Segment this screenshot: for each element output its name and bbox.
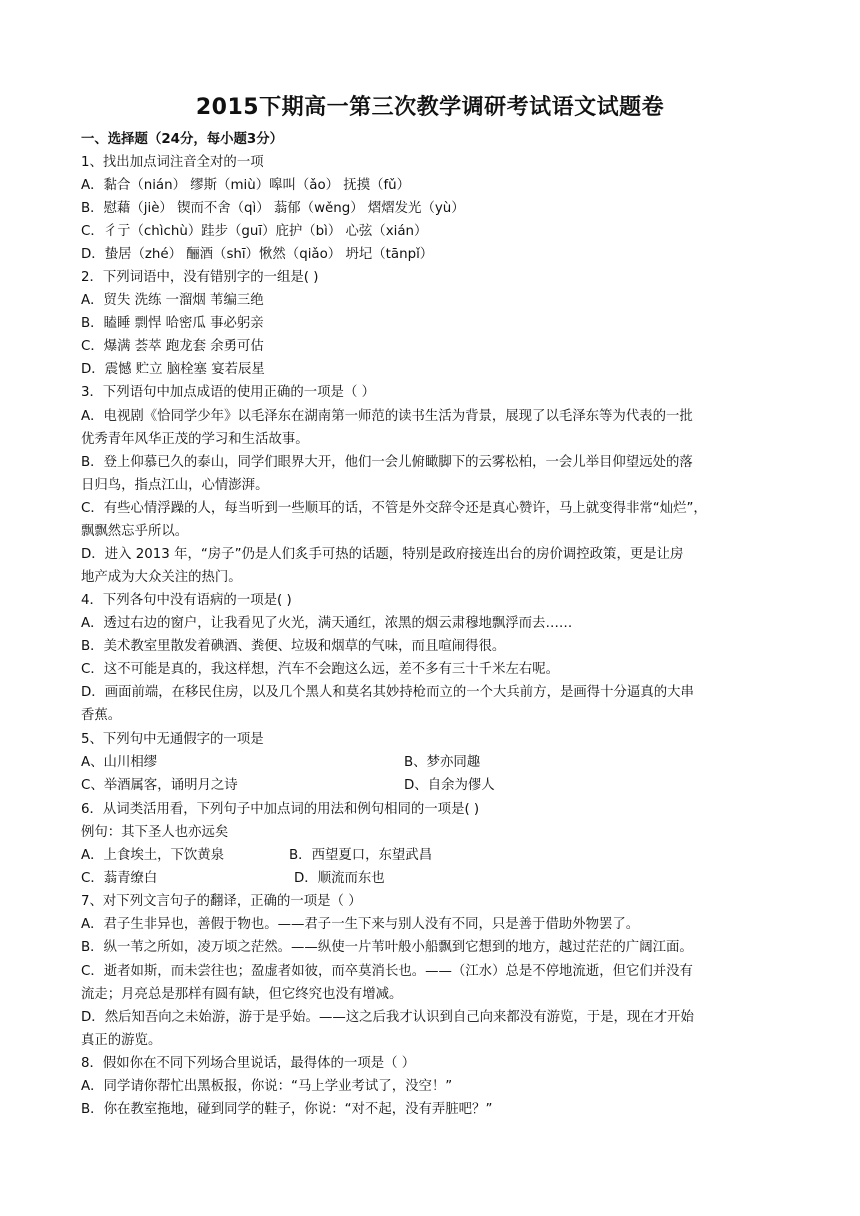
question-3-option-a-cont: 优秀青年风华正茂的学习和生活故事。 [81,432,309,447]
question-3-option-b-cont: 日归鸟，指点江山，心情澎湃。 [81,478,269,493]
question-2-option-c: C．爆满 荟萃 跑龙套 余勇可估 [81,339,264,354]
question-3-option-a: A．电视剧《恰同学少年》以毛泽东在湖南第一师范的读书生活为背景，展现了以毛泽东等为代表的一批 [81,409,693,424]
question-8-stem: 8．假如你在不同下列场合里说话，最得体的一项是（ ） [81,1056,416,1071]
question-4-stem: 4．下列各句中没有语病的一项是( ) [81,593,292,608]
question-7-option-b: B．纵一苇之所如，凌万顷之茫然。——纵使一片苇叶般小船飘到它想到的地方，越过茫茫的广阔江面。 [81,940,693,955]
question-7-stem: 7、对下列文言句子的翻译，正确的一项是（ ） [81,894,362,909]
question-4-option-d: D．画面前端，在移民住房，以及几个黑人和莫名其妙持枪而立的一个大兵前方，是画得十分逼真的大串 [81,685,694,700]
question-2-option-b: B．瞌睡 剽悍 哈密瓜 事必躬亲 [81,316,264,331]
question-3-option-c: C．有些心情浮躁的人，每当听到一些顺耳的话，不管是外交辞令还是真心赞许，马上就变得非常“灿烂”， [81,501,707,516]
question-2-stem: 2．下列词语中，没有错别字的一组是( ) [81,270,319,285]
question-3-option-d-cont: 地产成为大众关注的热门。 [81,570,242,585]
question-6-option-c: C．蓊青缭白 [81,871,158,886]
question-6-option-a: A．上食埃土，下饮黄泉 [81,848,225,863]
question-1-option-b: B．慰藉（jiè） 锲而不舍（qì） 蓊郁（wěng） 熠熠发光（yù） [81,201,465,216]
question-4-option-b: B．美术教室里散发着碘酒、粪便、垃圾和烟草的气味，而且喧闹得很。 [81,639,506,654]
question-1-option-d: D．蛰居（zhé） 酾酒（shī）愀然（qiǎo） 坍圮（tānpǐ） [81,247,434,262]
question-6-option-d: D．顺流而东也 [294,871,385,886]
question-5-option-a: A、山川相缪 [81,755,158,770]
question-6-row-1 [81,844,781,867]
question-7-option-d-cont: 真正的游览。 [81,1033,162,1048]
question-5-row-1 [81,751,781,774]
question-1-option-a: A．黏合（nián） 缪斯（miù）嗥叫（ǎo） 抚摸（fǔ） [81,178,411,193]
question-6-stem: 6．从词类活用看，下列句子中加点词的用法和例句相同的一项是( ) [81,802,480,817]
question-6-example: 例句：其下圣人也亦远矣 [81,825,229,840]
question-4-option-c: C．这不可能是真的，我这样想，汽车不会跑这么远，差不多有三十千米左右呢。 [81,662,560,677]
question-3-stem: 3．下列语句中加点成语的使用正确的一项是（ ） [81,385,375,400]
question-5-stem: 5、下列句中无通假字的一项是 [81,732,264,747]
page-title: 2015下期高一第三次教学调研考试语文试题卷 [195,95,665,120]
question-1-stem: 1、找出加点词注音全对的一项 [81,155,264,170]
question-8-option-a: A．同学请你帮忙出黑板报，你说：“马上学业考试了，没空！” [81,1079,453,1094]
question-6-option-b: B．西望夏口，东望武昌 [289,848,433,863]
question-1-option-c: C．彳亍（chìchù）跬步（guī）庇护（bì） 心弦（xián） [81,224,428,239]
question-7-option-a: A．君子生非异也，善假于物也。——君子一生下来与别人没有不同，只是善于借助外物罢了。 [81,917,640,932]
question-3-option-c-cont: 飘飘然忘乎所以。 [81,524,189,539]
question-7-option-c-cont: 流走；月亮总是那样有圆有缺，但它终究也没有增减。 [81,987,403,1002]
question-5-option-b: B、梦亦同趣 [404,755,481,770]
question-5-option-d: D、自余为僇人 [404,778,495,793]
section-heading: 一、选择题（24分，每小题3分） [81,132,284,147]
question-7-option-d: D．然后知吾向之未始游，游于是乎始。——这之后我才认识到自己向来都没有游览，于是，现在才开始 [81,1010,694,1025]
question-8-option-b: B．你在教室拖地，碰到同学的鞋子，你说：“对不起，没有弄脏吧？” [81,1102,493,1117]
question-2-option-d: D．震憾 贮立 脑栓塞 宴若辰星 [81,362,265,377]
question-6-row-2 [81,867,781,890]
question-3-option-d: D．进入 2013 年，“房子”仍是人们炙手可热的话题，特别是政府接连出台的房价调控政策，更是让房 [81,547,684,562]
question-7-option-c: C．逝者如斯，而未尝往也；盈虚者如彼，而卒莫消长也。——（江水）总是不停地流逝，但它们并没有 [81,964,693,979]
question-3-option-b: B．登上仰慕已久的泰山，同学们眼界大开，他们一会儿俯瞰脚下的云雾松柏，一会儿举目仰望远处的落 [81,455,693,470]
question-4-option-d-cont: 香蕉。 [81,708,122,723]
question-4-option-a: A．透过右边的窗户，让我看见了火光，满天通红，浓黑的烟云肃穆地飘浮而去…… [81,616,573,631]
question-5-row-2 [81,774,781,797]
question-2-option-a: A．贸失 洗练 一溜烟 苇编三绝 [81,293,264,308]
question-5-option-c: C、举酒属客，诵明月之诗 [81,778,238,793]
